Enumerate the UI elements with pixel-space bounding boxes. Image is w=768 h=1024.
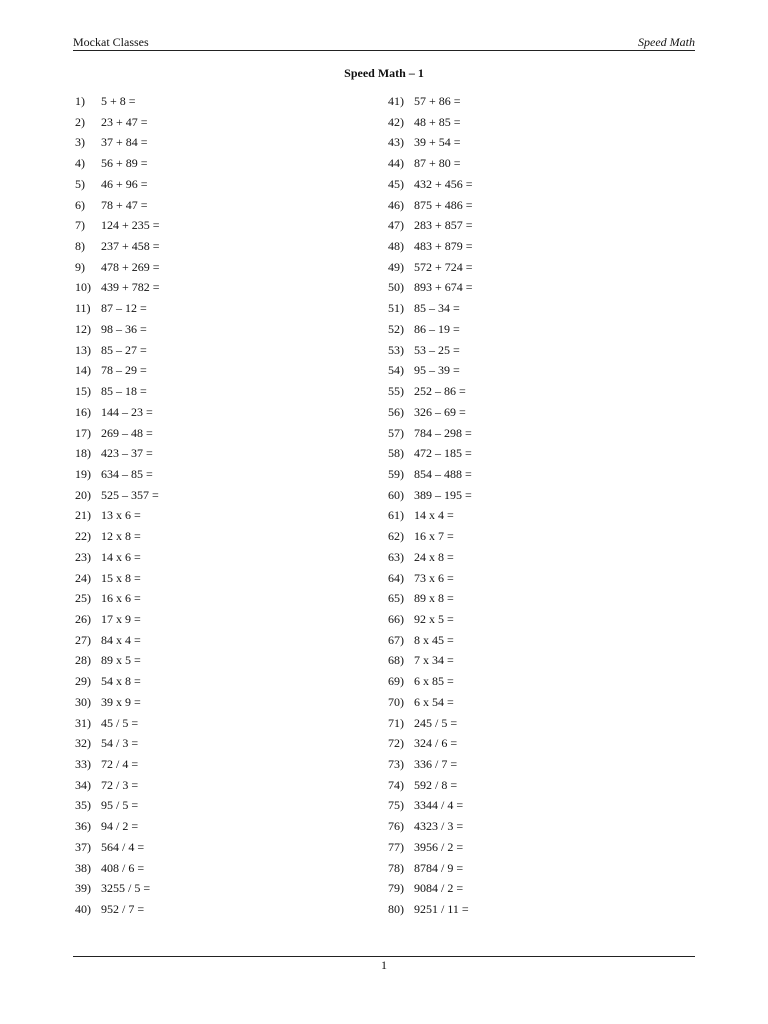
problem-expression: 95 – 39 = <box>414 363 460 378</box>
problem-expression: 94 / 2 = <box>101 819 139 834</box>
problem-item <box>388 671 648 692</box>
problem-item <box>75 650 335 671</box>
problem-number: 14) <box>75 363 91 378</box>
problem-expression: 92 x 5 = <box>414 611 454 626</box>
problem-expression: 85 – 34 = <box>414 301 460 316</box>
problem-expression: 525 – 357 = <box>101 487 159 502</box>
problem-number: 1) <box>75 94 85 108</box>
problem-item <box>75 588 335 609</box>
problem-expression: 85 – 18 = <box>101 384 147 399</box>
problem-expression: 72 / 4 = <box>101 757 139 771</box>
problem-expression: 269 – 48 = <box>101 425 153 440</box>
problem-item <box>388 319 648 340</box>
problem-number: 52) <box>388 321 404 336</box>
problem-expression: 87 – 12 = <box>101 301 147 316</box>
problem-item <box>75 505 335 526</box>
problem-expression: 336 / 7 = <box>414 757 458 771</box>
problem-number: 2) <box>75 114 85 129</box>
problem-expression: 9084 / 2 = <box>414 881 464 896</box>
problem-number: 25) <box>75 591 91 606</box>
problem-item <box>388 837 648 858</box>
problem-number: 30) <box>75 694 91 709</box>
problem-number: 16) <box>75 404 91 419</box>
problem-number: 59) <box>388 466 404 481</box>
problem-item <box>388 547 648 568</box>
problem-item <box>388 485 648 506</box>
problem-expression: 564 / 4 = <box>101 839 145 854</box>
problem-number: 71) <box>388 715 404 730</box>
problem-number: 5) <box>75 176 85 191</box>
problem-expression: 73 x 6 = <box>414 570 454 585</box>
problem-number: 70) <box>388 694 404 709</box>
problem-number: 20) <box>75 487 91 502</box>
problem-expression: 37 + 84 = <box>101 135 148 150</box>
problem-expression: 478 + 269 = <box>101 259 160 274</box>
problem-expression: 86 – 19 = <box>414 321 460 336</box>
header-org-name: Mockat Classes <box>73 35 149 49</box>
problem-number: 42) <box>388 114 404 129</box>
problem-item <box>388 360 648 381</box>
problem-expression: 39 x 9 = <box>101 694 141 709</box>
problem-number: 53) <box>388 342 404 357</box>
problem-item <box>388 526 648 547</box>
problem-number: 44) <box>388 156 404 171</box>
problem-number: 43) <box>388 135 404 150</box>
problem-item <box>75 485 335 506</box>
problem-expression: 89 x 8 = <box>414 591 454 606</box>
problem-expression: 854 – 488 = <box>414 466 472 481</box>
problem-expression: 98 – 36 = <box>101 321 147 336</box>
problem-item <box>75 899 335 920</box>
problem-number: 32) <box>75 736 91 751</box>
problem-item <box>75 423 335 444</box>
header-doc-name: Speed Math <box>638 35 695 49</box>
problem-number: 39) <box>75 881 91 896</box>
problem-expression: 39 + 54 = <box>414 135 461 150</box>
problem-expression: 439 + 782 = <box>101 280 160 295</box>
problem-item <box>388 423 648 444</box>
problem-column-right <box>388 91 648 920</box>
problem-item <box>75 257 335 278</box>
problem-item <box>388 153 648 174</box>
problem-number: 37) <box>75 839 91 854</box>
problem-item <box>75 319 335 340</box>
problem-item <box>75 671 335 692</box>
problem-item <box>388 236 648 257</box>
problem-item <box>388 816 648 837</box>
problem-number: 65) <box>388 591 404 606</box>
problem-expression: 54 / 3 = <box>101 736 139 751</box>
problem-expression: 423 – 37 = <box>101 446 153 461</box>
problem-item <box>388 340 648 361</box>
problem-number: 68) <box>388 653 404 668</box>
problem-number: 60) <box>388 487 404 502</box>
problem-expression: 95 / 5 = <box>101 798 139 813</box>
footer-divider <box>73 956 695 957</box>
problem-number: 80) <box>388 902 404 917</box>
problem-number: 73) <box>388 757 404 771</box>
problem-item <box>388 381 648 402</box>
problem-number: 57) <box>388 425 404 440</box>
problem-number: 74) <box>388 777 404 792</box>
problem-item <box>75 153 335 174</box>
problem-number: 36) <box>75 819 91 834</box>
problem-number: 31) <box>75 715 91 730</box>
problem-number: 4) <box>75 156 85 171</box>
problem-item <box>388 650 648 671</box>
problem-expression: 48 + 85 = <box>414 114 461 129</box>
problem-number: 56) <box>388 404 404 419</box>
problem-number: 13) <box>75 342 91 357</box>
problem-item <box>388 195 648 216</box>
problem-expression: 23 + 47 = <box>101 114 148 129</box>
problem-number: 55) <box>388 384 404 399</box>
problem-item <box>75 381 335 402</box>
problem-expression: 17 x 9 = <box>101 611 141 626</box>
problem-expression: 408 / 6 = <box>101 860 145 875</box>
problem-expression: 15 x 8 = <box>101 570 141 585</box>
problem-item <box>75 174 335 195</box>
problem-expression: 875 + 486 = <box>414 197 473 212</box>
problem-expression: 56 + 89 = <box>101 156 148 171</box>
problem-item <box>388 692 648 713</box>
problem-number: 45) <box>388 176 404 191</box>
problem-item <box>75 195 335 216</box>
problem-expression: 634 – 85 = <box>101 466 153 481</box>
problem-number: 3) <box>75 135 85 150</box>
problem-number: 77) <box>388 839 404 854</box>
problem-number: 22) <box>75 529 91 544</box>
problem-expression: 84 x 4 = <box>101 632 141 647</box>
problem-expression: 89 x 5 = <box>101 653 141 668</box>
problem-item <box>75 443 335 464</box>
problem-number: 47) <box>388 218 404 233</box>
problem-expression: 144 – 23 = <box>101 404 153 419</box>
problem-item <box>75 132 335 153</box>
problem-item <box>75 277 335 298</box>
problem-item <box>75 547 335 568</box>
problem-expression: 6 x 85 = <box>414 674 454 689</box>
problem-item <box>75 464 335 485</box>
problem-expression: 12 x 8 = <box>101 529 141 544</box>
problem-expression: 389 – 195 = <box>414 487 472 502</box>
problem-number: 62) <box>388 529 404 544</box>
problem-number: 50) <box>388 280 404 295</box>
problem-number: 8) <box>75 239 85 254</box>
problem-expression: 952 / 7 = <box>101 902 145 917</box>
problem-number: 24) <box>75 570 91 585</box>
problem-expression: 784 – 298 = <box>414 425 472 440</box>
problem-item <box>388 91 648 112</box>
problem-expression: 245 / 5 = <box>414 715 458 730</box>
problem-number: 64) <box>388 570 404 585</box>
problem-expression: 57 + 86 = <box>414 94 461 108</box>
problem-item <box>75 837 335 858</box>
problem-expression: 237 + 458 = <box>101 239 160 254</box>
problem-number: 19) <box>75 466 91 481</box>
problem-item <box>75 340 335 361</box>
problem-expression: 16 x 7 = <box>414 529 454 544</box>
problem-number: 12) <box>75 321 91 336</box>
problem-expression: 3956 / 2 = <box>414 839 464 854</box>
problem-item <box>75 568 335 589</box>
problem-item <box>388 277 648 298</box>
problem-number: 66) <box>388 611 404 626</box>
problem-number: 17) <box>75 425 91 440</box>
problem-expression: 45 / 5 = <box>101 715 139 730</box>
problem-expression: 87 + 80 = <box>414 156 461 171</box>
problem-expression: 4323 / 3 = <box>414 819 464 834</box>
problem-number: 11) <box>75 301 91 316</box>
problem-item <box>388 588 648 609</box>
problem-item <box>388 443 648 464</box>
problem-expression: 78 – 29 = <box>101 363 147 378</box>
problem-item <box>388 215 648 236</box>
problem-number: 48) <box>388 239 404 254</box>
problem-expression: 483 + 879 = <box>414 239 473 254</box>
problem-item <box>75 112 335 133</box>
problem-number: 29) <box>75 674 91 689</box>
problem-number: 78) <box>388 860 404 875</box>
problem-number: 33) <box>75 757 91 771</box>
problem-expression: 14 x 4 = <box>414 508 454 523</box>
problem-expression: 24 x 8 = <box>414 549 454 564</box>
problem-item <box>75 878 335 899</box>
problem-item <box>388 568 648 589</box>
problem-number: 72) <box>388 736 404 751</box>
problem-number: 76) <box>388 819 404 834</box>
problem-item <box>388 878 648 899</box>
problem-item <box>388 630 648 651</box>
problem-number: 38) <box>75 860 91 875</box>
problem-number: 69) <box>388 674 404 689</box>
problem-expression: 252 – 86 = <box>414 384 466 399</box>
problem-expression: 7 x 34 = <box>414 653 454 668</box>
problem-item <box>388 174 648 195</box>
problem-item <box>388 298 648 319</box>
problem-expression: 283 + 857 = <box>414 218 473 233</box>
problem-item <box>388 132 648 153</box>
problem-number: 26) <box>75 611 91 626</box>
problem-item <box>388 733 648 754</box>
problem-item <box>388 609 648 630</box>
problem-expression: 46 + 96 = <box>101 176 148 191</box>
problem-item <box>75 609 335 630</box>
problem-item <box>75 526 335 547</box>
problem-number: 79) <box>388 881 404 896</box>
problem-item <box>388 754 648 775</box>
problem-number: 34) <box>75 777 91 792</box>
problem-item <box>75 795 335 816</box>
problem-expression: 324 / 6 = <box>414 736 458 751</box>
problem-number: 41) <box>388 94 404 108</box>
problem-item <box>75 692 335 713</box>
problem-number: 18) <box>75 446 91 461</box>
problem-item <box>75 630 335 651</box>
problem-expression: 13 x 6 = <box>101 508 141 523</box>
problem-column-left <box>75 91 335 920</box>
problem-expression: 8784 / 9 = <box>414 860 464 875</box>
problem-number: 35) <box>75 798 91 813</box>
problem-number: 67) <box>388 632 404 647</box>
problem-expression: 9251 / 11 = <box>414 902 469 917</box>
problem-item <box>75 775 335 796</box>
problem-expression: 8 x 45 = <box>414 632 454 647</box>
problem-number: 40) <box>75 902 91 917</box>
problem-item <box>75 215 335 236</box>
problem-number: 49) <box>388 259 404 274</box>
problem-expression: 124 + 235 = <box>101 218 160 233</box>
problem-number: 6) <box>75 197 85 212</box>
problem-expression: 432 + 456 = <box>414 176 473 191</box>
problem-expression: 14 x 6 = <box>101 549 141 564</box>
problem-number: 10) <box>75 280 91 295</box>
problem-item <box>75 402 335 423</box>
problem-item <box>75 713 335 734</box>
problem-item <box>388 899 648 920</box>
problem-expression: 893 + 674 = <box>414 280 473 295</box>
problem-number: 58) <box>388 446 404 461</box>
problem-expression: 3344 / 4 = <box>414 798 464 813</box>
problem-expression: 54 x 8 = <box>101 674 141 689</box>
page-number: 1 <box>381 958 387 972</box>
problem-expression: 3255 / 5 = <box>101 881 151 896</box>
problem-item <box>388 112 648 133</box>
problem-number: 27) <box>75 632 91 647</box>
problem-expression: 5 + 8 = <box>101 94 136 108</box>
problem-number: 46) <box>388 197 404 212</box>
worksheet-title: Speed Math – 1 <box>344 66 424 80</box>
problem-number: 23) <box>75 549 91 564</box>
problem-number: 21) <box>75 508 91 523</box>
problem-item <box>388 505 648 526</box>
problem-expression: 326 – 69 = <box>414 404 466 419</box>
problem-item <box>75 754 335 775</box>
problem-item <box>388 795 648 816</box>
problem-expression: 472 – 185 = <box>414 446 472 461</box>
problem-number: 28) <box>75 653 91 668</box>
problem-expression: 53 – 25 = <box>414 342 460 357</box>
page-header <box>73 34 695 51</box>
problem-item <box>388 713 648 734</box>
problem-item <box>388 402 648 423</box>
problem-item <box>75 733 335 754</box>
problem-item <box>75 360 335 381</box>
problem-item <box>75 858 335 879</box>
problem-item <box>75 816 335 837</box>
problem-expression: 572 + 724 = <box>414 259 473 274</box>
problem-number: 63) <box>388 549 404 564</box>
problem-number: 61) <box>388 508 404 523</box>
problem-item <box>75 91 335 112</box>
problem-number: 75) <box>388 798 404 813</box>
problem-item <box>75 236 335 257</box>
problem-item <box>388 257 648 278</box>
problem-number: 51) <box>388 301 404 316</box>
problem-expression: 6 x 54 = <box>414 694 454 709</box>
problem-expression: 72 / 3 = <box>101 777 139 792</box>
problem-expression: 78 + 47 = <box>101 197 148 212</box>
problem-number: 54) <box>388 363 404 378</box>
problem-expression: 592 / 8 = <box>414 777 458 792</box>
problem-expression: 85 – 27 = <box>101 342 147 357</box>
problem-item <box>388 858 648 879</box>
problem-item <box>388 775 648 796</box>
problem-number: 15) <box>75 384 91 399</box>
problem-item <box>388 464 648 485</box>
problem-expression: 16 x 6 = <box>101 591 141 606</box>
problem-number: 7) <box>75 218 85 233</box>
problem-item <box>75 298 335 319</box>
problem-number: 9) <box>75 259 85 274</box>
